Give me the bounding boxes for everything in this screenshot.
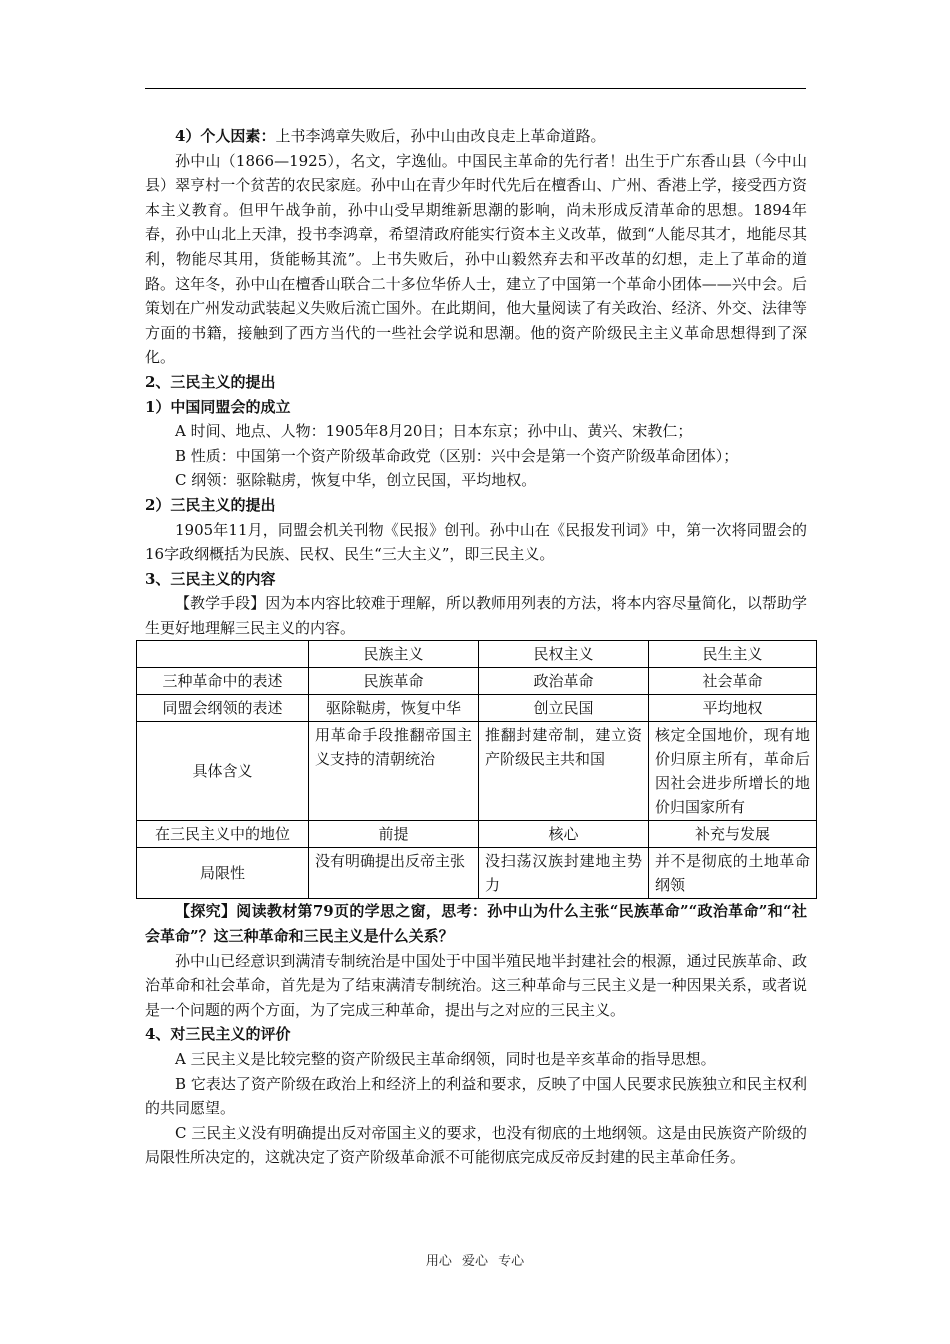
section-heading-3: 3、三民主义的内容 <box>145 569 276 588</box>
item-b-nature: B 性质：中国第一个资产阶级革命政党（区别：兴中会是第一个资产阶级革命团体）； <box>175 446 739 465</box>
table-cell: 驱除鞑虏，恢复中华 <box>309 695 479 722</box>
table-row <box>137 848 817 899</box>
table-cell: 创立民国 <box>479 695 649 722</box>
table-cell: 并不是彻底的土地革命纲领 <box>649 848 817 899</box>
explore-question: 【探究】阅读教材第79页的学思之窗，思考：孙中山为什么主张“民族革命”“政治革命”和“社会革命”？这三种革命和三民主义是什么关系？ <box>145 902 807 946</box>
table-row <box>137 722 817 821</box>
table-header-cell: 民权主义 <box>479 641 649 668</box>
table-header-cell: 民生主义 <box>649 641 817 668</box>
table-header-row <box>137 641 817 668</box>
explore-answer: 孙中山已经意识到满清专制统治是中国处于中国半殖民地半封建社会的根源，通过民族革命、政治革命和社会革命，首先是为了结束满清专制统治。这三种革命与三民主义是一种因果关系，或者说是一个问题的两个方面，为了完成三种革命，提出与之对应的三民主义。 <box>145 951 807 1019</box>
table-cell: 社会革命 <box>649 668 817 695</box>
table-cell: 平均地权 <box>649 695 817 722</box>
item-a-time-place: A 时间、地点、人物：1905年8月20日；日本东京；孙中山、黄兴、宋教仁； <box>175 422 693 441</box>
table-cell: 补充与发展 <box>649 821 817 848</box>
table-cell: 核定全国地价，现有地价归原主所有，革命后因社会进步所增长的地价归国家所有 <box>649 722 817 821</box>
personal-factor-label: 4）个人因素： <box>175 127 276 145</box>
table-row-label: 在三民主义中的地位 <box>137 821 309 848</box>
teaching-method-label: 【教学手段】 <box>175 594 266 613</box>
personal-factor-paragraph <box>145 124 807 149</box>
table-row <box>137 668 817 695</box>
table-row-label: 三种革命中的表述 <box>137 668 309 695</box>
evaluation-b: B 它表达了资产阶级在政治上和经济上的利益和要求，反映了中国人民要求民族独立和民主权利的共同愿望。 <box>145 1074 807 1118</box>
table-cell: 推翻封建帝制，建立资产阶级民主共和国 <box>479 722 649 821</box>
document-body <box>145 124 810 1170</box>
section-heading-2: 2、三民主义的提出 <box>145 372 276 391</box>
table-header-cell <box>137 641 309 668</box>
table-cell: 没扫荡汉族封建地主势力 <box>479 848 649 899</box>
biography-paragraph: 孙中山（1866—1925），名文，字逸仙。中国民主革命的先行者！出生于广东香山县（今中山县）翠亨村一个贫苦的农民家庭。孙中山在青少年时代先后在檀香山、广州、香港上学，接受西方资本主义教育。但甲午战争前，孙中山受早期维新思潮的影响，尚未形成反清革命的思想。1894年春，孙中山北上天津，投书李鸿章，希望清政府能实行资本主义改革，做到“人能尽其才，地能尽其利，物能尽其用，货能畅其流”。上书失败后，孙中山毅然弃去和平改革的幻想，走上了革命的道路。这年冬，孙中山在檀香山联合二十多位华侨人士，建立了中国第一个革命小团体——兴中会。后策划在广州发动武装起义失败后流亡国外。在此期间，他大量阅读了有关政治、经济、外交、法律等方面的书籍，接触到了西方当代的一些社会学说和思潮。他的资产阶级民主主义革命思想得到了深化。 <box>145 151 807 367</box>
page-footer: 用心 爱心 专心 <box>425 1254 525 1269</box>
table-row-label: 具体含义 <box>137 722 309 821</box>
subheading-tongmenghui: 1）中国同盟会的成立 <box>145 397 291 416</box>
three-principles-table <box>136 640 817 899</box>
minbao-paragraph: 1905年11月，同盟会机关刊物《民报》创刊。孙中山在《民报发刊词》中，第一次将同盟会的16字政纲概括为民族、民权、民生“三大主义”，即三民主义。 <box>145 520 807 564</box>
table-header-cell: 民族主义 <box>309 641 479 668</box>
table-cell: 核心 <box>479 821 649 848</box>
section-heading-4: 4、对三民主义的评价 <box>145 1025 291 1044</box>
teaching-method-paragraph <box>145 591 807 640</box>
evaluation-c: C 三民主义没有明确提出反对帝国主义的要求，也没有彻底的土地纲领。这是由民族资产阶级的局限性所决定的，这就决定了资产阶级革命派不可能彻底完成反帝反封建的民主革命任务。 <box>145 1123 807 1167</box>
subheading-three-principles: 2）三民主义的提出 <box>145 495 276 514</box>
item-c-program: C 纲领：驱除鞑虏，恢复中华，创立民国，平均地权。 <box>175 471 537 490</box>
table-cell: 政治革命 <box>479 668 649 695</box>
personal-factor-text: 上书李鸿章失败后，孙中山由改良走上革命道路。 <box>275 127 606 145</box>
table-cell: 没有明确提出反帝主张 <box>309 848 479 899</box>
table-cell: 前提 <box>309 821 479 848</box>
table-row <box>137 695 817 722</box>
header-rule <box>145 88 806 89</box>
teaching-method-text: 因为本内容比较难于理解，所以教师用列表的方法，将本内容尽量简化，以帮助学生更好地理解三民主义的内容。 <box>145 594 807 637</box>
table-row-label: 同盟会纲领的表述 <box>137 695 309 722</box>
evaluation-a: A 三民主义是比较完整的资产阶级民主革命纲领，同时也是辛亥革命的指导思想。 <box>175 1050 716 1069</box>
table-cell: 用革命手段推翻帝国主义支持的清朝统治 <box>309 722 479 821</box>
table-cell: 民族革命 <box>309 668 479 695</box>
table-row-label: 局限性 <box>137 848 309 899</box>
table-row <box>137 821 817 848</box>
